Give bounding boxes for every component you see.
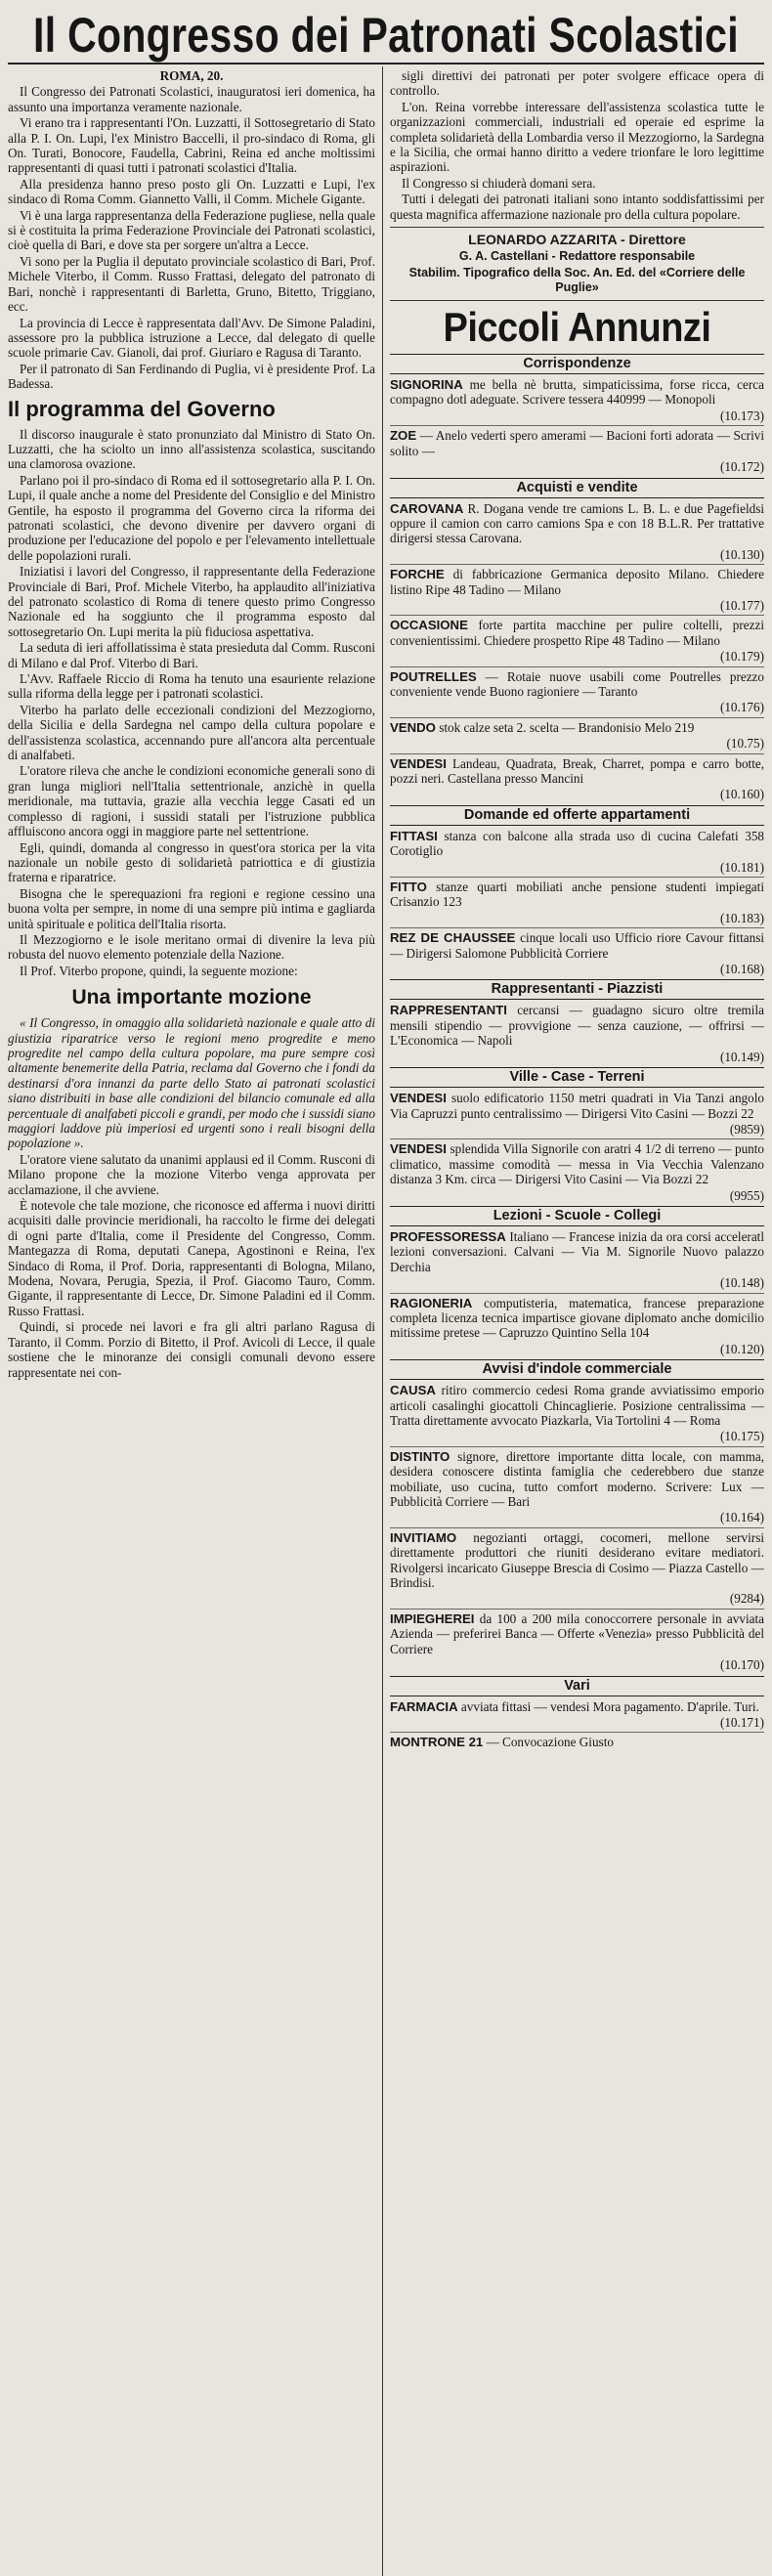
ad-headword: SIGNORINA: [390, 377, 463, 393]
ad-headword: RAPPRESENTANTI: [390, 1003, 507, 1018]
programma-paragraph: Il Mezzogiorno e le isole meritano ormai di divenire la leva più robusta del nuovo elemento potenziale della Nazione.: [8, 931, 375, 963]
ad-text: computisteria, matematica, francese preparazione completa licenza tecnica impartisce giovane diplomato anche domicilio mitissime pretese — Capruzzo Quintino Sella 104: [390, 1295, 764, 1341]
classified-ad: [390, 1091, 764, 1121]
ad-separator: [390, 717, 764, 718]
ad-text: me bella nè brutta, simpaticissima, forse ricca, cerca compagno dotl adeguate. Scrivere tessera 440999 — Monopoli: [390, 377, 764, 408]
staff-director: LEONARDO AZZARITA - Direttore: [468, 232, 686, 248]
section-title-mozione: Una importante mozione: [71, 986, 312, 1009]
ad-reference-number: (10.120): [719, 1341, 764, 1356]
ad-reference-number: (10.168): [719, 962, 764, 977]
ad-headword: FARMACIA: [390, 1698, 458, 1714]
ad-text: avviata fittasi — vendesi Mora pagamento. D'aprile. Turi.: [460, 1698, 759, 1714]
ad-text: Landeau, Quadrata, Break, Charret, pompa e carro botte, pozzi neri. Castellana presso Mancini: [390, 755, 764, 786]
ad-text: stok calze seta 2. scelta — Brandonisio Melo 219: [439, 719, 695, 735]
classified-ad: [390, 829, 764, 859]
programma-paragraph: L'oratore rileva che anche le condizioni economiche generali sono di gran lunga migliori nell'Italia settentrionale, anzichè in quella meridionale, ma tuttavia, grazie alla vecchia legge Casati ed un complesso di ragioni, i sussidi statali per l'istruzione pubblica affluiscono ancora oggi in maggiore parte nel settentrione.: [8, 763, 375, 839]
section-title-programma: Il programma del Governo: [8, 396, 276, 421]
classified-ad: [390, 1449, 764, 1510]
right-column: [390, 68, 764, 2570]
separator-rule: [390, 227, 764, 228]
ad-text: ritiro commercio cedesi Roma grande avviatissimo emporio articoli casalinghi giocattoli Chincaglierie. Posizione centralissima — Tratta direttamente avvocato Piazkarla, Via Tortolini 4 — Roma: [390, 1383, 764, 1428]
ad-headword: VENDESI: [390, 1091, 447, 1106]
ad-reference-number: (9955): [729, 1187, 764, 1203]
ad-headword: FITTO: [390, 880, 427, 895]
ad-reference-number: (10.183): [719, 910, 764, 925]
ad-reference-number: (10.179): [719, 649, 764, 665]
ad-reference-number: (10.164): [719, 1510, 764, 1525]
classified-ad: [390, 1141, 764, 1186]
ad-reference-number: (10.148): [719, 1275, 764, 1291]
ad-text: forte partita macchine per pulire coltelli, prezzi convenientissimi. Chiedere prospetto Ripe 48 Tadino — Milano: [390, 618, 764, 648]
ad-category-header: Corrispondenze: [390, 354, 764, 374]
ad-headword: CAROVANA: [390, 500, 464, 516]
ad-headword: IMPIEGHEREI: [390, 1610, 475, 1626]
ad-text: — Rotaie nuove usabili come Poutrelles prezzo conveniente vende Buono ragioniere — Taranto: [390, 668, 764, 699]
left-column: [8, 68, 375, 2570]
continuation-paragraph: Tutti i delegati dei patronati italiani sono intanto soddisfattissimi per questa magnifica affermazione nazionale pro della cultura popolare.: [390, 192, 764, 222]
ad-category-header: Lezioni - Scuole - Collegi: [390, 1206, 764, 1226]
ad-text: negozianti ortaggi, cocomeri, mellone servirsi direttamente produttori che riuniti desiderano evitare mediatori. Rivolgersi incaricato Giuseppe Brescia di Cosimo — Piazza Castello — Brindisi.: [390, 1529, 764, 1591]
ad-text: suolo edificatorio 1150 metri quadrati in Via Tanzi angolo Via Capruzzi punto centralissimo — Dirigersi Vito Casini — Bozzi 22: [390, 1091, 764, 1121]
classified-ad: [390, 1699, 764, 1714]
programma-paragraph: Iniziatisi i lavori del Congresso, il rappresentante della Federazione Provinciale di Bari, Prof. Michele Viterbo, ha applaudito all'iniziativa del patronato scolastico di Roma di tenere questo primo Congresso Nazionale ed ha soggiunto che il programma esposto dal sottosegretario On. Lupi merita la più fiduciosa aspettativa.: [8, 564, 375, 639]
ad-separator: [390, 666, 764, 667]
ad-headword: VENDESI: [390, 1141, 447, 1157]
ad-reference-number: (10.173): [719, 408, 764, 423]
classified-ad: [390, 501, 764, 546]
ad-headword: CAUSA: [390, 1383, 436, 1398]
ad-headword: PROFESSORESSA: [390, 1228, 506, 1244]
ad-category-header: Domande ed offerte appartamenti: [390, 805, 764, 826]
column-divider: [382, 66, 383, 2576]
programma-paragraph: Egli, quindi, domanda al congresso in quest'ora storica per la vita nazionale un nobile gesto di solidarietà patriottica e di giustizia fraterna e riparatrice.: [8, 839, 375, 885]
ad-category-header: Acquisti e vendite: [390, 478, 764, 498]
ad-separator: [390, 1527, 764, 1528]
separator-rule: [390, 300, 764, 301]
continuation-paragraph: sigli direttivi dei patronati per poter svolgere efficace opera di controllo.: [390, 68, 764, 99]
intro-paragraph: Per il patronato di San Ferdinando di Puglia, vi è presidente Prof. La Badessa.: [8, 361, 375, 392]
headline: Il Congresso dei Patronati Scolastici: [33, 7, 739, 63]
classified-ad: [390, 618, 764, 648]
classified-ad: [390, 1296, 764, 1341]
intro-paragraph: Vi è una larga rappresentanza della Federazione pugliese, nella quale si è costituita la prima Federazione Provinciale dei Patronati scolastici, cioè quella di Bari, e dove sta per sorgere un'altra a Lecce.: [8, 207, 375, 253]
staff-printer: Stabilim. Tipografico della Soc. An. Ed. del «Corriere delle Puglie»: [408, 266, 746, 295]
classified-ad: [390, 1229, 764, 1274]
programma-paragraph: Parlano poi il pro-sindaco di Roma ed il sottosegretario alla P. I. On. Lupi, il quale anche a nome del Presidente del Consiglio e del Ministro Gentile, ha esposto il programma del Governo circa la riforma dei patronati scolastici, che devono divenire per davvero organi di produzione per l'educazione del popolo e per l'elevamento intellettuale delle popolazioni rurali.: [8, 472, 375, 563]
ad-text: stanza con balcone alla strada uso di cucina Calefati 358 Corotiglio: [390, 828, 764, 859]
ad-reference-number: (10.171): [719, 1714, 764, 1730]
ad-text: cinque locali uso Ufficio riore Cavour fittansi — Dirigersi Salomone Pubblicità Corriere: [390, 930, 764, 961]
ad-category-header: Ville - Case - Terreni: [390, 1067, 764, 1088]
continuation-paragraph: L'on. Reina vorrebbe interessare dell'assistenza scolastica tutte le organizzazioni commerciali, industriali ed operaie ed esprime la completa solidarietà della Lombardia verso il Mezzogiorno, la Sardegna e la Sicilia, che ormai hanno diritto a vedere trionfare le loro legittime aspirazioni.: [390, 99, 764, 175]
ad-reference-number: (10.170): [719, 1657, 764, 1673]
classified-ad: [390, 1735, 764, 1749]
ad-category-header: Rappresentanti - Piazzisti: [390, 979, 764, 1000]
classified-ad: [390, 428, 764, 458]
ad-text: splendida Villa Signorile con aratri 4 1/2 di terreno — punto climatico, massime comodità — messa in Via Vecchia Valenzano distanza 3 Km. circa — Dirigersi Vito Casini — Via Bozzi 22: [390, 1141, 764, 1187]
ad-text: — Convocazione Giusto: [486, 1735, 614, 1750]
ad-headword: ZOE: [390, 428, 417, 444]
programma-paragraph: Il Prof. Viterbo propone, quindi, la seguente mozione:: [20, 963, 298, 978]
continuation-paragraph: Il Congresso si chiuderà domani sera.: [402, 175, 596, 191]
ad-separator: [390, 753, 764, 754]
ad-text: signore, direttore importante ditta locale, con mamma, desidera conoscere distinta famiglia che cederebbero due stanze mobiliate, uso cucina, tutto comfort moderno. Scrivere: Lux — Pubblicità Corriere — Bari: [390, 1448, 764, 1510]
staff-editor: G. A. Castellani - Redattore responsabile: [458, 249, 696, 264]
classified-ad: [390, 930, 764, 961]
headline-rule: [8, 63, 764, 64]
intro-paragraph: Vi erano tra i rappresentanti l'On. Luzzatti, il Sottosegretario di Stato alla P. I. On. Lupi, l'ex Ministro Baccelli, il pro-sindaco di Roma, gli On. Turati, Bonocore, Faudella, Cabrini, Reina ed anche moltissimi rappresentanti di quasi tutti i patronati scolastici d'Italia.: [8, 115, 375, 176]
classified-ad: [390, 756, 764, 787]
ad-reference-number: (10.149): [719, 1049, 764, 1064]
article-continuation: [390, 68, 764, 222]
ad-text: R. Dogana vende tre camions L. B. L. e due Pagefieldsi oppure il camion con carro camions Spa e con 18 B.L.R. Per trattative dirigersi stessa Carovana.: [390, 500, 764, 546]
programma-paragraph: Bisogna che le sperequazioni fra regioni e regione cessino una buona volta per sempre, in nome di una sempre più intima e gagliarda unità spirituale e politica dell'Italia risorta.: [8, 885, 375, 931]
ad-text: da 100 a 200 mila conoccorrere personale in avviata Azienda — preferirei Banca — Offerte «Venezia» presso Pubblicità del Corriere: [390, 1610, 764, 1656]
ad-separator: [390, 564, 764, 565]
ad-reference-number: (10.160): [719, 787, 764, 802]
ad-reference-number: (10.176): [719, 700, 764, 715]
ad-separator: [390, 1732, 764, 1733]
ad-separator: [390, 1138, 764, 1139]
ad-separator: [390, 877, 764, 878]
ad-separator: [390, 1293, 764, 1294]
classified-ad: [390, 1530, 764, 1591]
ad-headword: DISTINTO: [390, 1448, 450, 1464]
classified-ad: [390, 1003, 764, 1048]
ad-reference-number: (10.175): [719, 1429, 764, 1444]
intro-paragraph: Il Congresso dei Patronati Scolastici, inauguratosi ieri domenica, ha assunto una importanza veramente nazionale.: [8, 84, 375, 114]
intro-paragraph: Alla presidenza hanno preso posto gli On. Luzzatti e Lupi, l'ex sindaco di Roma Comm. Giannetto Valli, il Comm. Michele Gigante.: [8, 176, 375, 207]
programma-paragraph: Il discorso inaugurale è stato pronunziato dal Ministro di Stato On. Luzzatti, che ha sciolto un inno all'assistenza scolastica, suscitando una clamorosa ovazione.: [8, 426, 375, 472]
ad-text: Italiano — Francese inizia da ora corsi acceleratl lezioni conversazioni. Calvani — Via M. Signorile Nuovo palazzo Derchia: [390, 1228, 764, 1274]
ad-reference-number: (10.75): [726, 736, 764, 751]
ad-category-header: Vari: [390, 1676, 764, 1696]
ad-headword: FORCHE: [390, 567, 445, 582]
intro-section: [8, 84, 375, 391]
mozione-paragraph: L'oratore viene salutato da unanimi applausi ed il Comm. Rusconi di Milano propone che la mozione Viterbo venga approvata per acclamazione, il che avviene.: [8, 1151, 375, 1197]
ad-text: cercansi — guadagno sicuro oltre tremila mensili stipendio — provvigione — senza cauzione, — offrirsi —L'Economica — Napoli: [390, 1003, 764, 1049]
piccoli-annunzi-title: Piccoli Annunzi: [443, 305, 711, 352]
programma-paragraph: L'Avv. Raffaele Riccio di Roma ha tenuto una esauriente relazione sulla riforma della legge per i patronati scolastici.: [8, 671, 375, 702]
ad-text: stanze quarti mobiliati anche pensione studenti impiegati Crisanzio 123: [390, 880, 764, 910]
ad-headword: REZ DE CHAUSSEE: [390, 930, 516, 946]
intro-paragraph: La provincia di Lecce è rappresentata dall'Avv. De Simone Paladini, assessore pro la pubblica istruzione a Lecce, dal delegato di quelle scuole primarie Cav. Gianoli, dai prof. Giuriaro e Ragusa di Taranto.: [8, 315, 375, 361]
programma-paragraph: Viterbo ha parlato delle eccezionali condizioni del Mezzogiorno, della Sicilia e della Sardegna nel campo della cultura popolare e dell'assistenza scolastica, accennando pure all'ancora alta percentuale di analfabeti.: [8, 702, 375, 763]
ad-text: di fabbricazione Germanica deposito Milano. Chiedere listino Ripe 48 Tadino — Milano: [390, 567, 764, 597]
ad-separator: [390, 927, 764, 928]
ad-separator: [390, 425, 764, 426]
ad-separator: [390, 1609, 764, 1610]
ad-text: — Anelo vederti spero amerami — Bacioni forti adorata — Scrivi solito —: [390, 428, 764, 458]
ad-headword: RAGIONERIA: [390, 1295, 473, 1310]
ad-headword: INVITIAMO: [390, 1529, 457, 1545]
ad-category-header: Avvisi d'indole commerciale: [390, 1359, 764, 1380]
ad-reference-number: (9859): [729, 1121, 764, 1137]
ad-headword: VENDESI: [390, 755, 447, 771]
classified-ad: [390, 1611, 764, 1656]
ad-separator: [390, 615, 764, 616]
ad-headword: VENDO: [390, 719, 436, 735]
mozione-paragraph: È notevole che tale mozione, che riconosce ed afferma i nuovi diritti acquisiti dalle provincie meridionali, ha raccolto le firme dei delegati di ogni parte d'Italia, come il Presidente del Congresso, Comm. Mantegazza di Roma, deputati Canepa, Agostinoni e Reina, l'ex Sindaco di Roma, il Prof. Doria, rappresentanti di Bologna, Milano, Modena, Novara, Perugia, Spezia, il Prof. Giacomo Tauro, Comm. Gigante, il rappresentante di Lecce, Dr. Simone Paladini ed il Comm. Russo Frattasi.: [8, 1198, 375, 1318]
programma-paragraph: La seduta di ieri affollatissima è stata presieduta dal Comm. Rusconi di Milano e dal Prof. Viterbo di Bari.: [8, 640, 375, 670]
intro-paragraph: Vi sono per la Puglia il deputato provinciale scolastico di Bari, Prof. Michele Viterbo, il Comm. Russo Frattasi, delegato del patronato di Bari, nonchè i rappresentanti di Barletta, Gruno, Bitetto, Triggiano, ecc.: [8, 253, 375, 315]
ad-reference-number: (9284): [729, 1591, 764, 1607]
motion-text: « Il Congresso, in omaggio alla solidarietà nazionale e quale atto di giustizia riparatrice verso le regioni meno progredite e meno progredite nel campo della cultura popolare, ma pure sempre così altamente benemerite della Patria, reclama dal Governo che i fondi da destinarsi d'ora innanzi da parte dello Stato ai patronati scolastici siano distribuiti in base alle condizioni del bilancio comunale ed alla percentuale di analfabeti piccoli e grandi, per modo che i sussidi siano maggiori laddove più imperiosi ed urgenti sono i reali bisogni della popolazione ».: [8, 1015, 375, 1151]
classified-ads: [390, 354, 764, 1750]
ad-headword: MONTRONE 21: [390, 1735, 484, 1750]
ad-headword: FITTASI: [390, 828, 438, 843]
classified-ad: [390, 1383, 764, 1428]
ad-separator: [390, 1446, 764, 1447]
section-programma: [8, 427, 375, 979]
ad-reference-number: (10.181): [719, 859, 764, 875]
section-mozione: [8, 1152, 375, 1380]
ad-reference-number: (10.130): [719, 546, 764, 562]
ad-headword: POUTRELLES: [390, 668, 477, 684]
classified-ad: [390, 567, 764, 597]
classified-ad: [390, 669, 764, 700]
classified-ad: [390, 720, 764, 735]
dateline: ROMA, 20.: [159, 68, 224, 83]
classified-ad: [390, 880, 764, 910]
ad-headword: OCCASIONE: [390, 618, 468, 633]
ad-reference-number: (10.172): [719, 459, 764, 475]
ad-reference-number: (10.177): [719, 597, 764, 613]
classified-ad: [390, 377, 764, 408]
mozione-paragraph: Quindi, si procede nei lavori e fra gli altri parlano Ragusa di Taranto, il Comm. Porzio di Bitetto, il Prof. Avicoli di Lecce, il quale sostiene che le minoranze dei consigli comunali devono essere rappresentate nei con-: [8, 1319, 375, 1380]
